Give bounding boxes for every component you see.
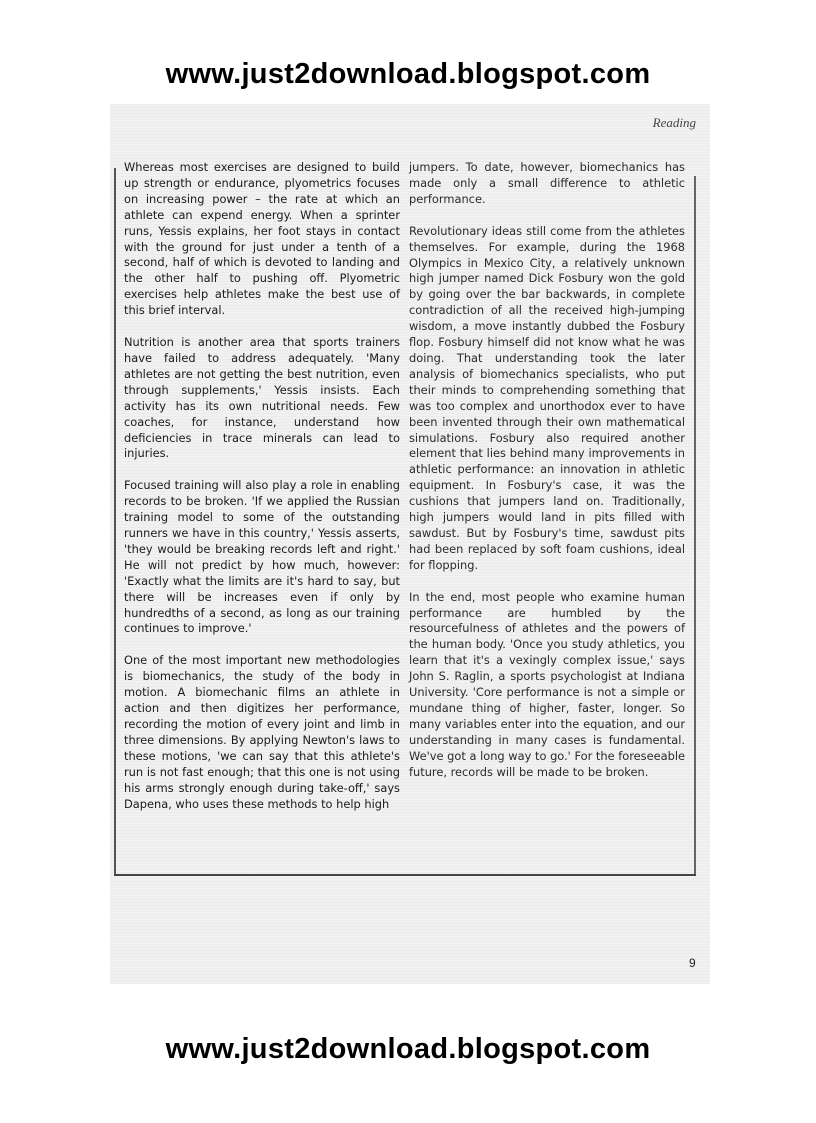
left-margin-rule [114, 168, 116, 876]
paragraph-plyometrics: Whereas most exercises are designed to build up strength or endurance, plyometrics focuses on increasing power – the rate at which an athlete can expend energy. When a sprinter runs, Yessis explains, her foot stays in contact with the ground for just under a tenth of a second, half of which is devoted to landing and the other half to pushing off. Plyometric exercises help athletes make the best use of this brief interval. [124, 160, 400, 318]
paragraph-nutrition: Nutrition is another area that sports trainers have failed to address adequately. 'Many athletes are not getting the best nutrition, even through supplements,' Yessis insists. Each activity has its own nutritional needs. Few coaches, for instance, understand how deficiencies in trace minerals can lead to injuries. [124, 335, 400, 461]
paragraph-fosbury: Revolutionary ideas still come from the athletes themselves. For example, during the 1968 Olympics in Mexico City, a relatively unknown high jumper named Dick Fosbury won the gold by going over the bar backwards, in complete contradiction of all the received high-jumping wisdom, a move instantly dubbed the Fosbury flop. Fosbury himself did not know what he was doing. That understanding took the later analysis of biomechanics specialists, who put their minds to comprehending something that was too complex and unorthodox ever to have been invented through their own mathematical simulations. Fosbury also required another element that lies behind many improvements in athletic performance: an innovation in athletic equipment. In Fosbury's case, it was the cushions that jumpers land on. Traditionally, high jumpers would land in pits filled with sawdust. But by Fosbury's time, sawdust pits had been replaced by soft foam cushions, ideal for flopping. [409, 223, 685, 572]
watermark-top: www.just2download.blogspot.com [165, 58, 651, 90]
paragraph-biomechanics-continued: jumpers. To date, however, biomechanics has made only a small difference to athletic performance. [409, 160, 685, 206]
watermark-bottom: www.just2download.blogspot.com [165, 1033, 651, 1065]
left-column [124, 160, 400, 828]
paragraph-conclusion: In the end, most people who examine human performance are humbled by the resourcefulness of athletes and the powers of the human body. 'Once you study athletics, you learn that it's a vexingly complex issue,' says John S. Raglin, a sports psychologist at Indiana University. 'Core performance is not a simple or mundane thing of higher, faster, longer. So many variables enter into the equation, and our understanding in many cases is fundamental. We've got a long way to go.' For the foreseeable future, records will be made to be broken. [409, 589, 685, 779]
running-head: Reading [652, 115, 696, 130]
paragraph-biomechanics: One of the most important new methodologies is biomechanics, the study of the body in motion. A biomechanic films an athlete in action and then digitizes her performance, recording the motion of every joint and limb in three dimensions. By applying Newton's laws to these motions, 'we can say that this athlete's run is not fast enough; that this one is not using his arms strongly enough during take-off,' says Dapena, who uses these methods to help high [124, 653, 400, 811]
right-margin-rule [694, 176, 696, 876]
paragraph-focused-training: Focused training will also play a role in enabling records to be broken. 'If we applied the Russian training model to some of the outstanding runners we have in this country,' Yessis asserts, 'they would be breaking records left and right.' He will not predict by how much, however: 'Exactly what the limits are it's hard to say, but there will be increases even if only by hundredths of a second, as long as our training continues to improve.' [124, 478, 400, 636]
right-column [409, 160, 685, 797]
bottom-rule [114, 874, 696, 876]
page-number: 9 [689, 956, 696, 970]
